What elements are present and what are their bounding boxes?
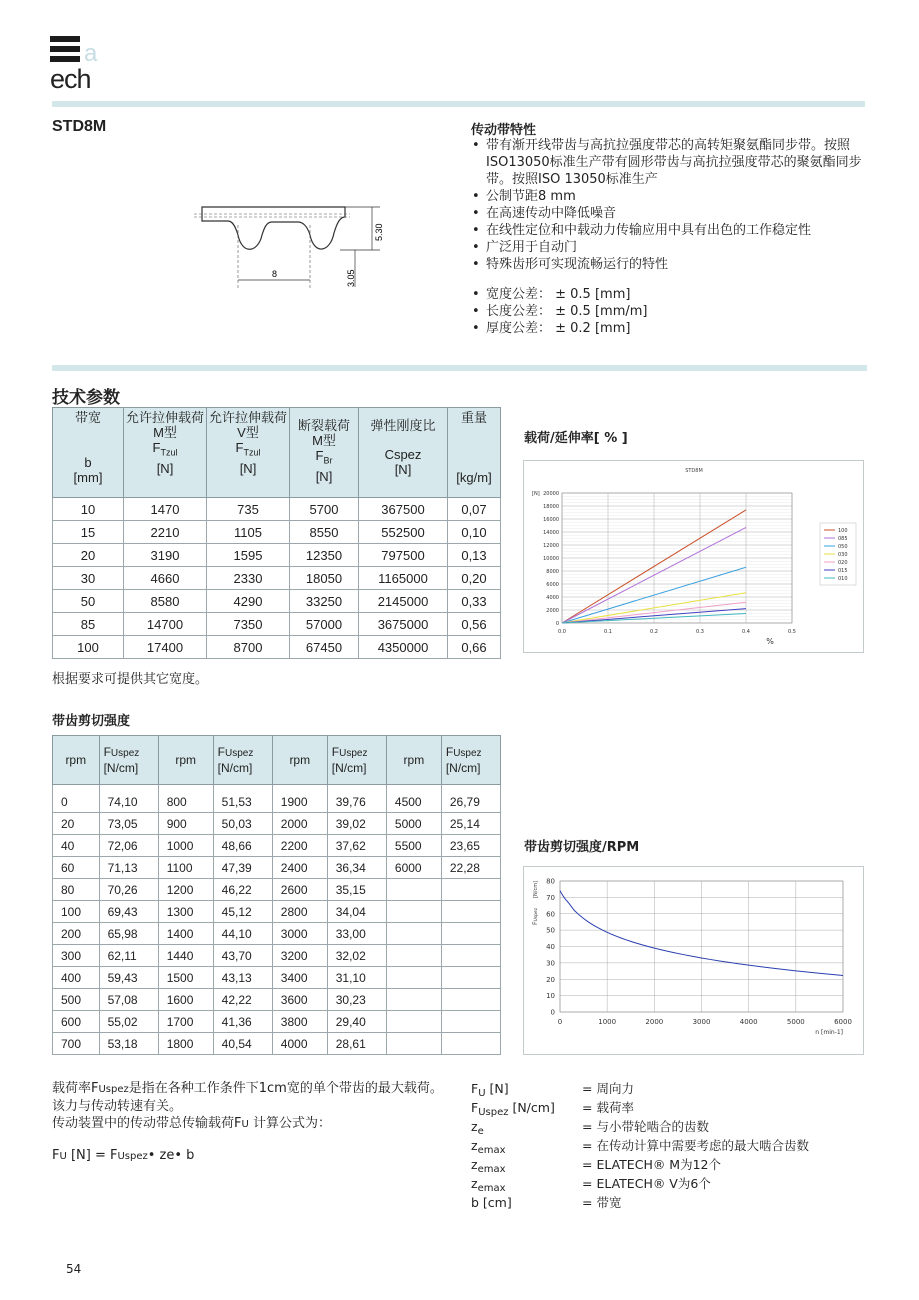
belt-profile-drawing <box>190 195 390 295</box>
col-rpm: rpm <box>272 736 327 785</box>
symbol-item: $z_{emax}$ <box>471 1176 506 1194</box>
logo-bar <box>50 56 80 62</box>
y-tick-label: 6000 <box>546 582 559 588</box>
explain-line-3: 传动装置中的传动带总传输载荷FU 计算公式为： <box>52 1116 331 1131</box>
model-title: STD8M <box>52 118 107 135</box>
y-axis-label: FUspez[N/cm] <box>532 880 539 925</box>
symbol-item: $F_U$ [N] <box>471 1081 509 1099</box>
col-cspez: 弹性刚度比 Cspez [N] <box>359 408 448 498</box>
x-tick-label: 0.3 <box>696 629 704 635</box>
col-ftzul-v: 允许拉伸载荷 V型 $F_{Tzul}$ [N] <box>207 408 290 498</box>
y-tick-label: 10 <box>546 992 555 1001</box>
symbol-item: $F_{Uspez}$ [N/cm] <box>471 1100 555 1118</box>
table-row: 100 69,43 1300 45,12 2800 34,04 <box>53 901 501 923</box>
pitch-dimension: 8 <box>272 269 278 279</box>
table-row: 300 62,11 1440 43,70 3200 32,02 <box>53 945 501 967</box>
features-list <box>471 137 871 273</box>
explanation <box>52 1080 452 1165</box>
load-chart-heading: 载荷/延伸率[ % ] <box>524 431 628 446</box>
load-elongation-chart <box>524 461 863 652</box>
table-row: 60 71,13 1100 47,39 2400 36,34 6000 22,28 <box>53 857 501 879</box>
symbol-definition: = 周向力 <box>582 1081 634 1096</box>
symbol-definition: = ELATECH® V为6个 <box>582 1176 711 1191</box>
symbol-definitions <box>582 1079 809 1212</box>
col-ftzul-m: 允许拉伸载荷 M型 $F_{Tzul}$ [N] <box>124 408 207 498</box>
tolerance-list <box>471 286 771 337</box>
table-row: 20 3190 1595 12350 797500 0,13 <box>53 544 501 567</box>
features-title: 传动带特性 <box>471 123 537 138</box>
symbol-item: $z_{emax}$ <box>471 1157 506 1175</box>
table-row: 80 70,26 1200 46,22 2600 35,15 <box>53 879 501 901</box>
explain-line-2: 该力与传动转速有关。 <box>52 1099 183 1114</box>
tolerance-item: • 厚度公差： ± 0.2 [mm] <box>471 320 771 337</box>
table-row: 30 4660 2330 18050 1165000 0,20 <box>53 567 501 590</box>
x-axis-label: n [min-1] <box>815 1029 843 1036</box>
y-tick-label: 60 <box>546 910 555 919</box>
x-tick-label: 0.4 <box>742 629 750 635</box>
table-row: 0 74,10 800 51,53 1900 39,76 4500 26,79 <box>53 785 501 813</box>
y-tick-label: 2000 <box>546 608 559 614</box>
y-tick-label: 16000 <box>543 517 559 523</box>
x-tick-label: 0.1 <box>604 629 612 635</box>
y-tick-label: 8000 <box>546 569 559 575</box>
section-rule <box>52 365 867 371</box>
formula: FU [N] = FUspez• ze• b <box>52 1148 195 1163</box>
symbol-item: $z_e$ <box>471 1119 484 1137</box>
shear-rpm-chart <box>524 867 863 1054</box>
table-row: 40 72,06 1000 48,66 2200 37,62 5500 23,65 <box>53 835 501 857</box>
col-rpm: rpm <box>53 736 100 785</box>
table-row: 85 14700 7350 57000 3675000 0,56 <box>53 613 501 636</box>
symbol-definition: = 载荷率 <box>582 1100 634 1115</box>
legend-label: 030 <box>838 552 848 558</box>
y-tick-label: 80 <box>546 877 555 886</box>
tech-title: 技术参数 <box>52 388 120 408</box>
width-note: 根据要求可提供其它宽度。 <box>52 672 209 687</box>
col-rpm: rpm <box>158 736 213 785</box>
x-tick-label: 0.0 <box>558 629 566 635</box>
col-fuspez: FUspez [N/cm] <box>327 736 386 785</box>
legend-label: 015 <box>838 568 848 574</box>
table-row: 100 17400 8700 67450 4350000 0,66 <box>53 636 501 659</box>
col-fuspez: FUspez [N/cm] <box>213 736 272 785</box>
y-tick-label: 50 <box>546 926 555 935</box>
y-tick-label: 0 <box>555 621 559 627</box>
symbol-definition: = ELATECH® M为12个 <box>582 1157 722 1172</box>
table-row: 200 65,98 1400 44,10 3000 33,00 <box>53 923 501 945</box>
x-tick-label: 0.5 <box>788 629 796 635</box>
feature-item: • 广泛用于自动门 <box>471 239 871 256</box>
x-tick-label: 6000 <box>834 1018 852 1026</box>
spec-table <box>52 407 501 659</box>
height-dimension: 5.30 <box>374 223 384 241</box>
table-row: 500 57,08 1600 42,22 3600 30,23 <box>53 989 501 1011</box>
x-tick-label: 0.2 <box>650 629 658 635</box>
y-tick-label: 14000 <box>543 530 559 536</box>
y-tick-label: 12000 <box>543 543 559 549</box>
shear-chart-heading: 带齿剪切强度/RPM <box>524 840 640 855</box>
header-rule <box>52 101 865 107</box>
table-row: 10 1470 735 5700 367500 0,07 <box>53 498 501 521</box>
table-row: 600 55,02 1700 41,36 3800 29,40 <box>53 1011 501 1033</box>
tolerance-item: • 长度公差： ± 0.5 [mm/m] <box>471 303 771 320</box>
shear-table <box>52 735 501 1055</box>
col-fbr: 断裂载荷 M型 $F_{Br}$ [N] <box>290 408 359 498</box>
x-tick-label: 1000 <box>598 1018 617 1026</box>
y-axis-label: [N] <box>532 491 540 497</box>
y-tick-label: 20 <box>546 975 555 984</box>
y-tick-label: 30 <box>546 959 555 968</box>
symbol-definition: = 在传动计算中需要考虑的最大啮合齿数 <box>582 1138 809 1153</box>
y-tick-label: 20000 <box>543 491 559 497</box>
y-tick-label: 4000 <box>546 595 559 601</box>
y-tick-label: 0 <box>550 1008 555 1017</box>
feature-item: • 特殊齿形可实现流畅运行的特性 <box>471 256 871 273</box>
col-fuspez: FUspez [N/cm] <box>441 736 500 785</box>
symbol-item: b [cm] <box>471 1195 512 1210</box>
table-row: 400 59,43 1500 43,13 3400 31,10 <box>53 967 501 989</box>
col-width: 带宽 b [mm] <box>53 408 124 498</box>
x-tick-label: 5000 <box>786 1018 805 1026</box>
col-weight: 重量 [kg/m] <box>448 408 501 498</box>
x-axis-label: % <box>766 637 774 646</box>
y-tick-label: 18000 <box>543 504 559 510</box>
chart-title: STD8M <box>685 468 703 474</box>
symbol-definition: = 带宽 <box>582 1195 622 1210</box>
logo-bar <box>50 36 80 42</box>
legend-label: 100 <box>838 528 848 534</box>
x-tick-label: 2000 <box>645 1018 664 1026</box>
explain-line-1: 载荷率FUspez是指在各种工作条件下1cm宽的单个带齿的最大载荷。 <box>52 1081 443 1096</box>
feature-item: • 公制节距8 mm <box>471 188 871 205</box>
legend-label: 050 <box>838 544 848 550</box>
feature-item: • 在线性定位和中载动力传输应用中具有出色的工作稳定性 <box>471 222 871 239</box>
x-tick-label: 3000 <box>692 1018 711 1026</box>
x-tick-label: 4000 <box>739 1018 758 1026</box>
load-chart-frame <box>523 460 864 653</box>
logo-accent: a <box>84 40 98 67</box>
feature-item: • 在高速传动中降低噪音 <box>471 205 871 222</box>
symbol-definition: = 与小带轮啮合的齿数 <box>582 1119 709 1134</box>
y-tick-label: 40 <box>546 943 555 951</box>
feature-item: • 带有渐开线带齿与高抗拉强度带芯的高转矩聚氨酯同步带。按照ISO13050标准生产带有圆形带齿与高抗拉强度带芯的聚氨酯同步带。按照ISO 13050标准生产 <box>471 137 871 188</box>
y-tick-label: 70 <box>546 893 555 902</box>
tooth-dimension: 3.05 <box>346 269 356 287</box>
logo-bar <box>50 46 80 52</box>
symbol-list <box>471 1079 555 1212</box>
col-rpm: rpm <box>386 736 441 785</box>
page-number: 54 <box>66 1262 82 1276</box>
table-row: 700 53,18 1800 40,54 4000 28,61 <box>53 1033 501 1055</box>
legend-label: 010 <box>838 576 848 582</box>
shear-chart-frame <box>523 866 864 1055</box>
legend-label: 085 <box>838 536 848 542</box>
table-row: 15 2210 1105 8550 552500 0,10 <box>53 521 501 544</box>
tolerance-item: • 宽度公差： ± 0.5 [mm] <box>471 286 771 303</box>
symbol-item: $z_{emax}$ <box>471 1138 506 1156</box>
x-tick-label: 0 <box>557 1018 563 1026</box>
table-row: 50 8580 4290 33250 2145000 0,33 <box>53 590 501 613</box>
y-tick-label: 10000 <box>543 556 559 562</box>
table-row: 20 73,05 900 50,03 2000 39,02 5000 25,14 <box>53 813 501 835</box>
shear-title: 带齿剪切强度 <box>52 714 131 729</box>
col-fuspez: FUspez [N/cm] <box>99 736 158 785</box>
logo-text: ech <box>50 64 91 94</box>
legend-label: 020 <box>838 560 848 566</box>
